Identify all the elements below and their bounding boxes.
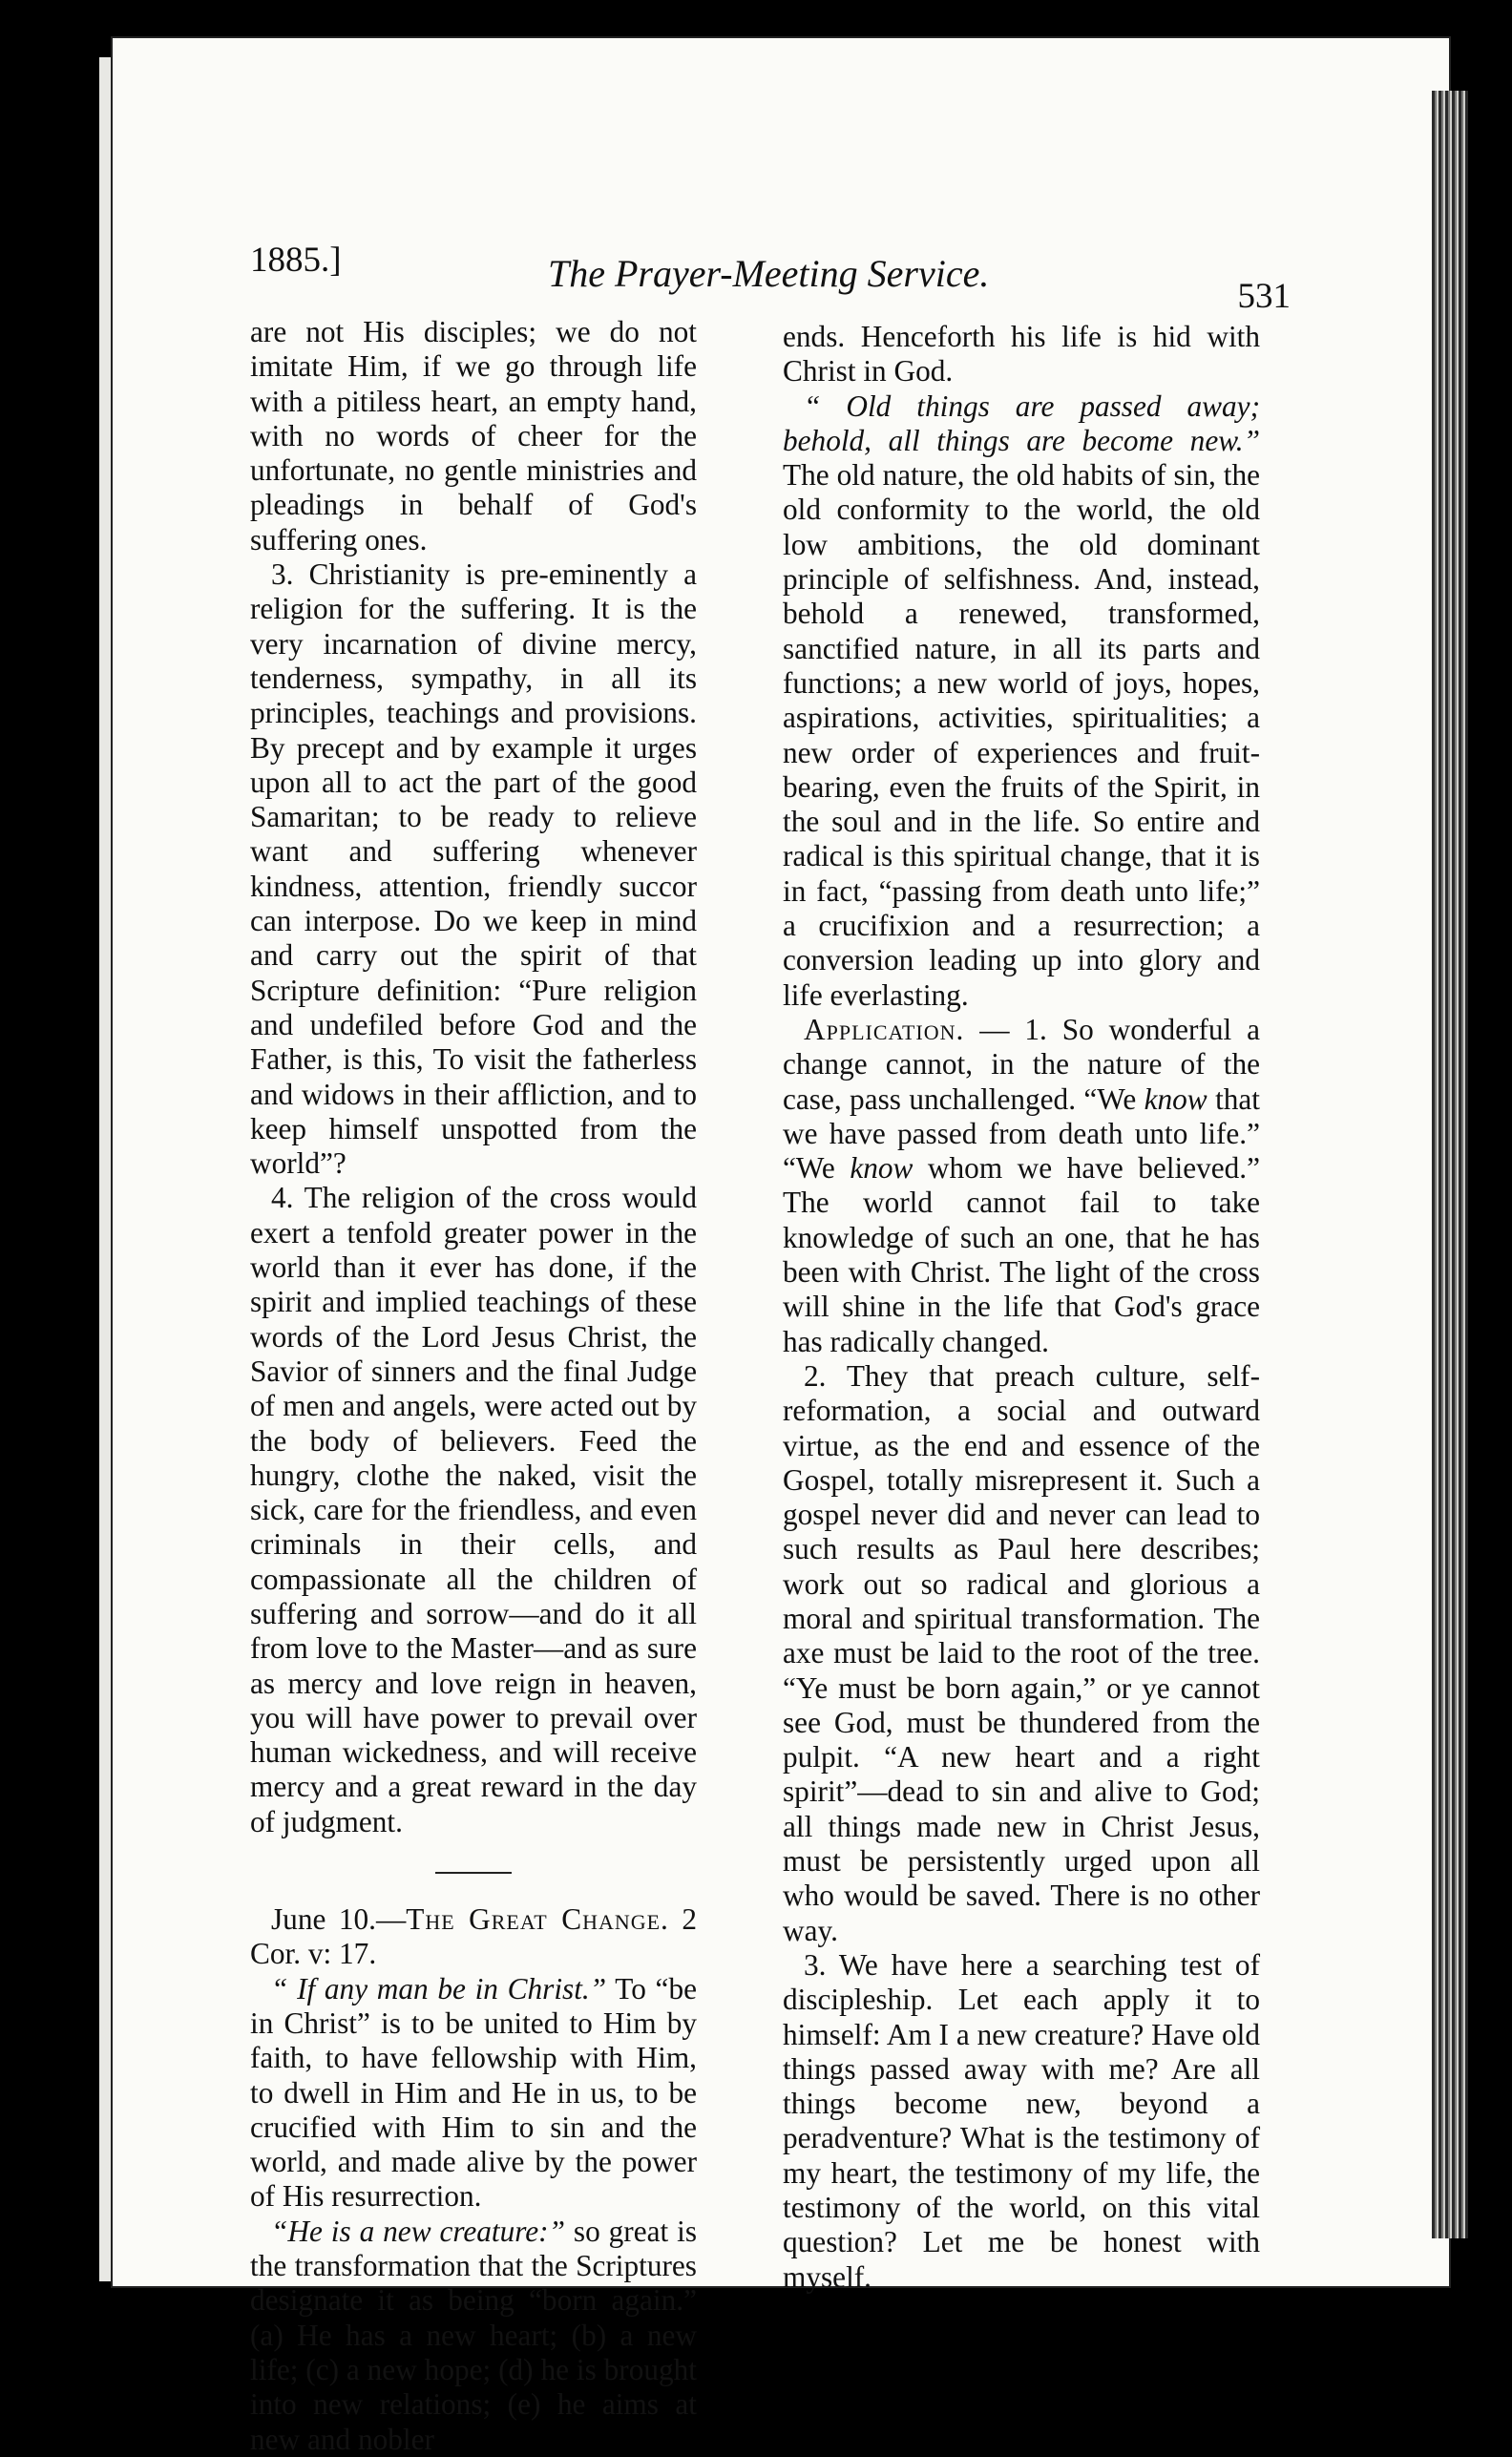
section-heading-paragraph <box>250 1902 697 1972</box>
paragraph: ends. Henceforth his life is hid with Christ in God. <box>783 320 1260 388</box>
section-date: June 10.— <box>271 1902 407 1937</box>
quote-text: “ Old things are passed away; behold, all things are become new.” <box>783 388 1260 457</box>
header-year: 1885.] <box>250 241 342 280</box>
quote-text: “ If any man be in Christ.” <box>271 1971 607 2006</box>
paragraph: “ If any man be in Christ.” To “be in Christ” is to be united to Him by faith, to have fellowship with Him, to dwell in Him and He in us, to be crucified with Him to sin and the world, and made alive by the power of His resurrection. <box>250 1971 697 2214</box>
page-stack-edge <box>1432 91 1468 2238</box>
section-title: The Great Change. <box>406 1902 669 1937</box>
right-column <box>783 320 1260 2295</box>
header-title: The Prayer-Meeting Service. <box>548 252 990 295</box>
left-column <box>250 315 697 2457</box>
section-divider <box>435 1872 512 1874</box>
application-label: Application. <box>804 1012 965 1046</box>
paragraph: “ Old things are passed away; behold, all things are become new.” The old nature, the old habits of sin, the old conformity to the world, the old low ambitions, the old dominant principle of selfishness. And, instead, behold a renewed, transformed, sanctified nature, in all its parts and functions; a new world of joys, hopes, aspirations, activities, spiritualities; a new order of experiences and fruit-bearing, even the fruits of the Spirit, in the soul and in the life. So entire and radical is this spiritual change, that it is in fact, “passing from death unto life;” a crucifixion and a resurrection; a conversion leading up into glory and life everlasting. <box>783 388 1260 1012</box>
paragraph: 4. The religion of the cross would exert a tenfold greater power in the world than it ever has done, if the spirit and implied teachings of these words of the Lord Jesus Christ, the Savior of sinners and the final Judge of men and angels, were acted out by the body of believers. Feed the hungry, clothe the naked, visit the sick, care for the friendless, and even criminals in their cells, and compassionate all the children of suffering and sorrow—and do it all from love to the Master—and as sure as mercy and love reign in heaven, you will have power to prevail over human wickedness, and will receive mercy and a great reward in the day of judgment. <box>250 1181 697 1838</box>
paragraph: are not His disciples; we do not imitate Him, if we go through life with a pitiless heart, an empty hand, with no words of cheer for the unfortunate, no gentle ministries and pleadings in behalf of God's suffering ones. <box>250 315 697 556</box>
quote-text: “He is a new creature:” <box>271 2214 566 2248</box>
page-number: 531 <box>1237 277 1291 316</box>
scripture-reference: 2 Cor. v: 17. <box>250 1902 697 1971</box>
paragraph: Application. — 1. So wonderful a change cannot, in the nature of the case, pass unchallenged. “We know that we have passed from death unto life.” “We know whom we have believed.” The world cannot fail to take knowledge of such an one, that he has been with Christ. The light of the cross will shine in the life that God's grace has radically changed. <box>783 1012 1261 1358</box>
running-header <box>250 232 1291 316</box>
paragraph: 3. Christianity is pre-eminently a religion for the suffering. It is the very incarnation of divine mercy, tenderness, sympathy, in all its principles, teachings and provisions. By precept and by example it urges upon all to act the part of the good Samaritan; to be ready to relieve want and suffering whenever kindness, attention, friendly succor can interpose. Do we keep in mind and carry out the spirit of that Scripture definition: “Pure religion and undefiled before God and the Father, is this, To visit the fatherless and widows in their affliction, and to keep himself unspotted from the world”? <box>250 557 697 1181</box>
paragraph: 3. We have here a searching test of discipleship. Let each apply it to himself: Am I a new creature? Have old things passed away with me? Are all things become new, beyond a peradventure? What is the testimony of my heart, the testimony of my life, the testimony of the world, on this vital question? Let me be honest with myself. <box>783 1947 1260 2294</box>
paragraph: 2. They that preach culture, self-reformation, a social and outward virtue, as the end and essence of the Gospel, totally misrepresent it. Such a gospel never did and never can lead to such results as Paul here describes; work out so radical and glorious a moral and spiritual transformation. The axe must be laid to the root of the tree. “Ye must be born again,” or ye cannot see God, must be thundered from the pulpit. “A new heart and a right spirit”—dead to sin and alive to God; all things made new in Christ Jesus, must be persistently urged upon all who would be saved. There is no other way. <box>783 1358 1260 1947</box>
paragraph: “He is a new creature:” so great is the transformation that the Scriptures designate it as being “born again.” (a) He has a new heart; (b) a new life; (c) a new hope; (d) he is brought into new relations; (e) he aims at new and nobler <box>250 2214 697 2456</box>
